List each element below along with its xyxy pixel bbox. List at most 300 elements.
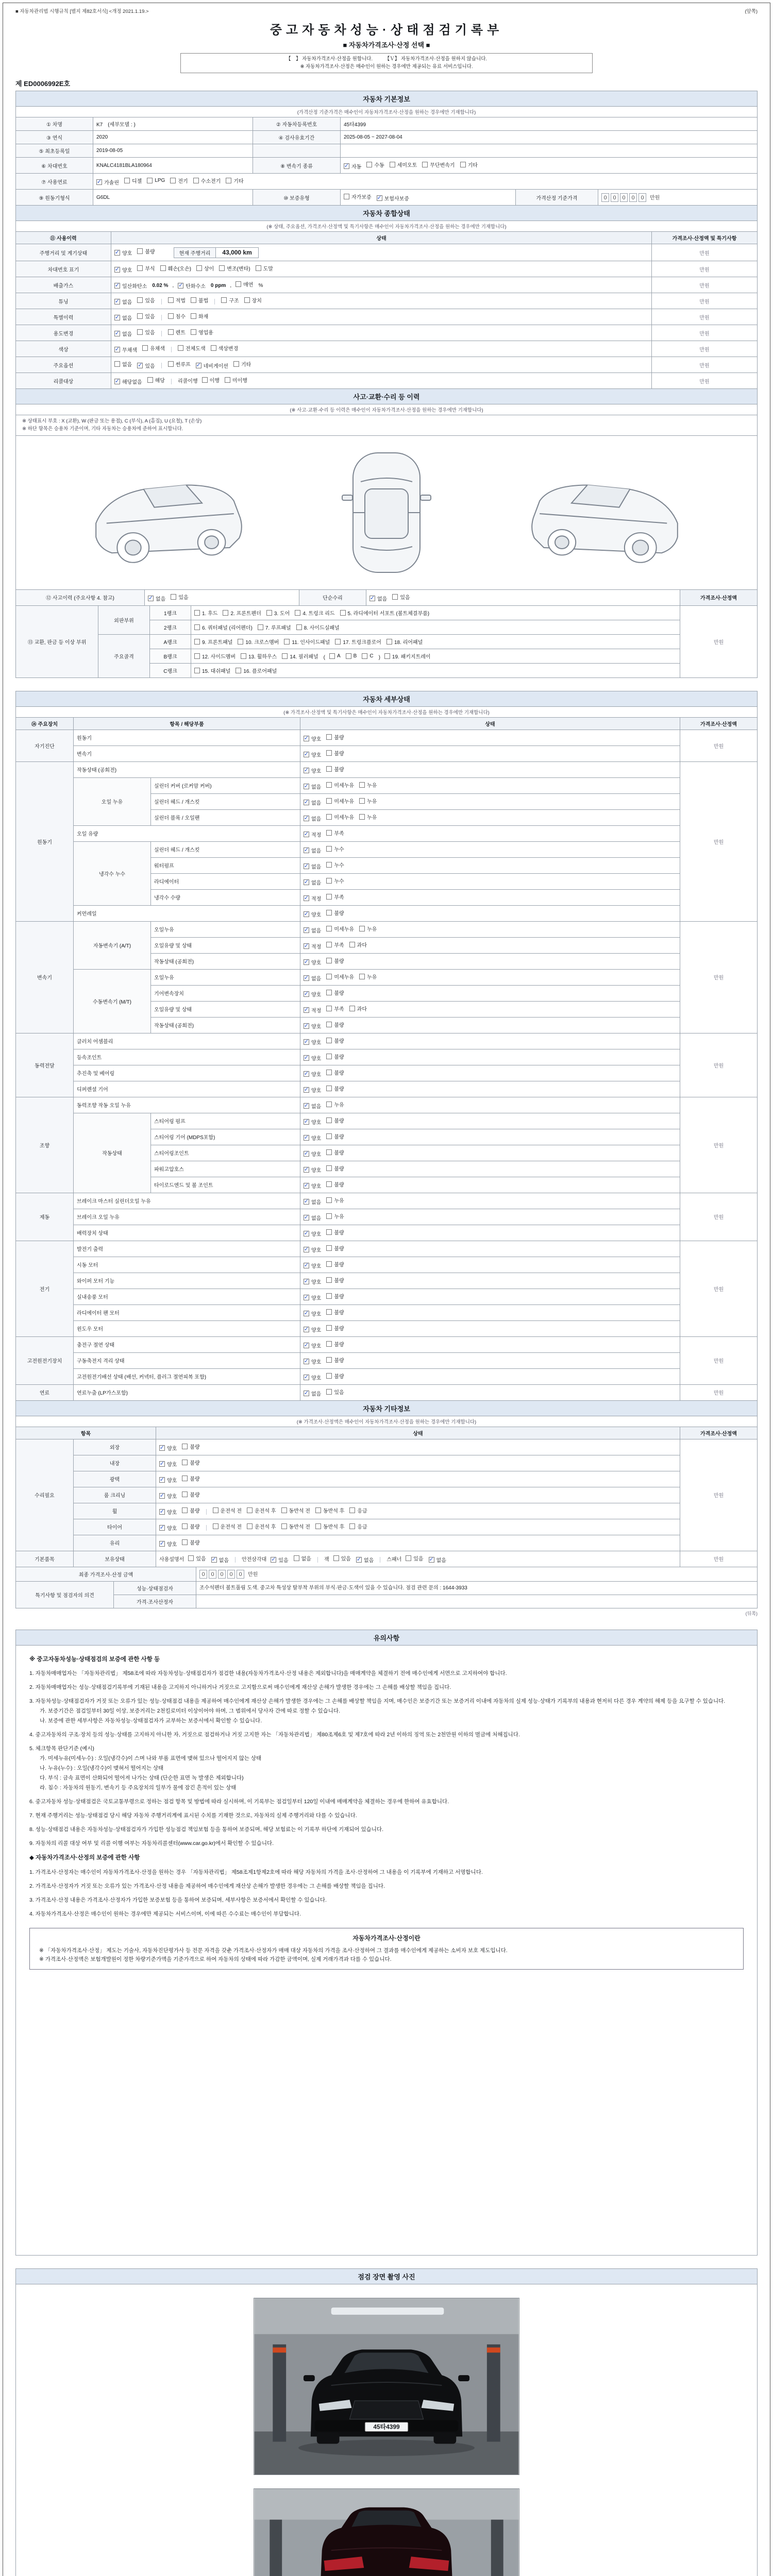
checkbox-label: 미세누유 <box>334 926 354 933</box>
checkbox-option[interactable] <box>171 593 188 601</box>
checkbox-icon <box>335 639 341 645</box>
checkbox-option[interactable] <box>196 264 214 272</box>
detail-row <box>16 1209 758 1225</box>
checkbox-option[interactable] <box>429 1556 446 1564</box>
checkbox-option[interactable] <box>326 1180 344 1188</box>
checkbox-option[interactable] <box>295 609 334 617</box>
checkbox-option[interactable] <box>182 1475 199 1482</box>
field-label: ③ 연식 <box>16 131 93 144</box>
price-cell: 만원 <box>680 1097 758 1193</box>
detail-row <box>16 1289 758 1304</box>
notice-item: 3. 가격조사·산정 내용은 가격조사·산정자가 가입한 보증보험 등을 통하여 보증되며, 세부사항은 보증서에서 확인할 수 있습니다. <box>29 1896 327 1903</box>
checkbox-option[interactable] <box>304 783 321 790</box>
checkbox-label: 양호 <box>311 1263 322 1269</box>
checkbox-option[interactable] <box>194 609 217 617</box>
checkbox-option[interactable] <box>114 346 137 353</box>
checkbox-option[interactable] <box>344 162 361 170</box>
checkbox-option[interactable] <box>326 1084 344 1092</box>
checkbox-option[interactable] <box>96 178 119 186</box>
checkbox-option[interactable] <box>304 1150 321 1158</box>
checkbox-option[interactable] <box>304 942 321 950</box>
checkbox-label: 해당 <box>155 378 165 384</box>
item-cell: 타이어 <box>74 1519 156 1535</box>
checkbox-option[interactable] <box>114 360 132 368</box>
choice-options[interactable]: 【 】 자동차가격조사·산정을 원합니다. 【Ｖ】 자동차가격조사·산정을 원하지 않습니다. <box>285 56 488 62</box>
checkbox-option[interactable] <box>326 1260 344 1268</box>
checkbox-option[interactable] <box>304 1038 321 1046</box>
checkbox-option[interactable] <box>359 813 377 821</box>
checkbox-option[interactable] <box>170 177 188 184</box>
checkbox-option[interactable] <box>356 1556 374 1564</box>
checkbox-option[interactable] <box>384 652 431 660</box>
checkbox-option[interactable] <box>326 1069 344 1076</box>
checkbox-option[interactable] <box>304 926 321 934</box>
checkbox-option[interactable] <box>326 1132 344 1140</box>
checkbox-option[interactable] <box>168 360 191 368</box>
checkbox-icon <box>182 1539 188 1545</box>
mirror-left <box>342 495 352 500</box>
checkbox-option[interactable] <box>304 1070 321 1078</box>
checkbox-option[interactable] <box>160 264 191 272</box>
checkbox-option[interactable] <box>147 178 165 183</box>
checkbox-option[interactable] <box>386 638 423 646</box>
checkbox-option[interactable] <box>221 296 239 304</box>
checkbox-option[interactable] <box>159 1540 177 1548</box>
checkbox-option[interactable] <box>304 1342 321 1349</box>
checkbox-option[interactable] <box>194 667 230 674</box>
checkbox-option[interactable] <box>326 1196 344 1204</box>
checkbox-option[interactable] <box>191 296 208 304</box>
checkbox-option[interactable] <box>238 638 279 646</box>
checkbox-option[interactable] <box>326 1244 344 1252</box>
checkbox-option[interactable] <box>304 1102 321 1110</box>
checkbox-option[interactable] <box>182 1443 199 1450</box>
checkbox-option[interactable] <box>182 1506 199 1514</box>
checkbox-option[interactable] <box>193 177 221 184</box>
checkbox-label: 없음 <box>122 300 132 306</box>
checkbox-option[interactable] <box>304 1214 321 1222</box>
checkbox-option[interactable] <box>168 328 186 336</box>
checkbox-option[interactable] <box>326 813 354 821</box>
checkbox-option[interactable] <box>304 799 321 806</box>
checkbox-option[interactable] <box>202 376 220 384</box>
checkbox-option[interactable] <box>114 378 142 385</box>
checkbox-option[interactable] <box>349 941 367 948</box>
checkbox-option[interactable] <box>326 925 354 933</box>
checkbox-icon <box>194 653 200 659</box>
checkbox-option[interactable] <box>326 877 344 885</box>
checkbox-label: 화재 <box>198 314 209 320</box>
checkbox-option[interactable] <box>114 298 132 306</box>
parts-group-label: 외판부위 <box>98 605 150 634</box>
checkbox-label: 과다 <box>357 942 367 948</box>
checkbox-option[interactable] <box>326 1388 344 1396</box>
checkbox-option[interactable] <box>256 264 273 272</box>
checkbox-option[interactable] <box>148 595 165 602</box>
checkbox-option[interactable] <box>304 1310 321 1317</box>
checkbox-option[interactable] <box>247 1506 276 1514</box>
checkbox-option[interactable] <box>304 767 321 774</box>
checkbox-option[interactable] <box>114 266 132 274</box>
checkbox-option[interactable] <box>211 344 239 352</box>
checkbox-option[interactable] <box>304 735 321 742</box>
opinion-label: 특기사항 및 점검자의 의견 <box>16 1581 114 1608</box>
checkbox-option[interactable] <box>266 609 290 617</box>
digit-box: 0 <box>620 193 628 202</box>
checkbox-option[interactable] <box>390 161 417 168</box>
checkbox-option[interactable] <box>226 177 243 184</box>
checkbox-label: 있음 <box>278 1557 289 1564</box>
checkbox-option[interactable] <box>137 328 155 336</box>
checkbox-icon: ✓ <box>304 751 309 757</box>
checkbox-label: 불량 <box>334 1310 344 1316</box>
checkbox-option[interactable] <box>359 781 377 789</box>
checkbox-option[interactable] <box>315 1506 344 1514</box>
checkbox-option[interactable] <box>326 1356 344 1364</box>
checkbox-label: 누수 <box>334 862 344 869</box>
checkbox-option[interactable] <box>247 1522 276 1530</box>
checkbox-option[interactable] <box>241 652 277 660</box>
checkbox-label: 14. 필러패널 <box>290 654 318 660</box>
checkbox-option[interactable] <box>178 282 206 290</box>
checkbox-label: 양호 <box>311 1120 322 1126</box>
checkbox-icon: ✓ <box>304 1118 309 1125</box>
first-registration-value: 2019-08-05 <box>93 144 253 158</box>
checkbox-label: 보험사보증 <box>384 196 409 202</box>
checkbox-option[interactable] <box>326 1340 344 1348</box>
checkbox-option[interactable] <box>281 1522 310 1530</box>
checkbox-option[interactable] <box>359 973 377 980</box>
checkbox-option[interactable] <box>326 1324 344 1332</box>
checkbox-option[interactable] <box>326 941 344 948</box>
checkbox-option[interactable] <box>349 1506 367 1514</box>
checkbox-option[interactable] <box>326 829 344 837</box>
checkbox-option[interactable] <box>182 1490 199 1498</box>
checkbox-option[interactable] <box>147 376 165 384</box>
checkbox-option[interactable] <box>159 1460 177 1468</box>
checkbox-label: 렌트 <box>175 330 186 336</box>
checkbox-option[interactable] <box>281 1506 310 1514</box>
inspection-photo-front <box>254 2298 519 2475</box>
checkbox-icon <box>326 1245 332 1251</box>
checkbox-icon <box>359 974 365 979</box>
checkbox-option[interactable] <box>326 1005 344 1012</box>
checkbox-option[interactable] <box>211 1556 229 1564</box>
checkbox-icon <box>392 594 398 600</box>
checkbox-label: 부식 <box>145 266 155 273</box>
checkbox-option[interactable] <box>244 296 262 304</box>
checkbox-option[interactable] <box>326 1116 344 1124</box>
checkbox-icon: ✓ <box>304 735 309 741</box>
state-cell <box>300 1273 680 1289</box>
checkbox-option[interactable] <box>326 861 344 869</box>
checkbox-option[interactable] <box>137 296 155 304</box>
checkbox-icon <box>384 653 390 659</box>
parts-items-cell <box>191 634 680 649</box>
checkbox-icon: ✓ <box>304 910 309 917</box>
checkbox-option[interactable] <box>326 1372 344 1380</box>
checkbox-option[interactable] <box>304 1358 321 1365</box>
checkbox-option[interactable] <box>271 1556 288 1564</box>
checkbox-option[interactable] <box>182 1459 199 1466</box>
checkbox-option[interactable] <box>304 1246 321 1253</box>
checkbox-option[interactable] <box>326 1053 344 1060</box>
checkbox-option[interactable] <box>304 974 321 982</box>
checkbox-option[interactable] <box>326 1164 344 1172</box>
checkbox-option[interactable] <box>304 1374 321 1381</box>
checkbox-option[interactable] <box>124 177 142 184</box>
checkbox-label: 있음 <box>145 330 155 336</box>
parts-items-cell <box>191 649 680 663</box>
checkbox-label: 12. 사이드멤버 <box>202 654 236 660</box>
detail-row <box>16 1049 758 1065</box>
checkbox-option[interactable] <box>406 1554 423 1562</box>
lift-post-left <box>270 2519 282 2576</box>
checkbox-option[interactable] <box>326 1212 344 1220</box>
detail-note: (※ 가격조사·산정액 및 특기사항은 매수인이 자동차가격조사·산정을 원하는 경우에만 기재합니다) <box>15 706 758 718</box>
usage-label: 배출가스 <box>16 277 111 293</box>
price-cell: 만원 <box>680 1193 758 1241</box>
checkbox-option[interactable] <box>304 1118 321 1126</box>
checkbox-option[interactable] <box>304 1054 321 1062</box>
checkbox-option[interactable] <box>304 846 321 854</box>
detail-row <box>16 1304 758 1320</box>
checkbox-icon <box>326 926 332 931</box>
checkbox-option[interactable] <box>326 845 344 853</box>
checkbox-option[interactable] <box>304 1278 321 1285</box>
checkbox-option[interactable] <box>304 1166 321 1174</box>
checkbox-label: 양호 <box>311 1072 322 1078</box>
checkbox-option[interactable] <box>349 1005 367 1012</box>
divider <box>161 363 162 368</box>
checkbox-option[interactable] <box>194 623 253 631</box>
checkbox-option[interactable] <box>329 653 341 659</box>
checkbox-icon <box>137 329 143 335</box>
checkbox-icon <box>326 734 332 740</box>
device-cell: 조향 <box>16 1097 74 1193</box>
checkbox-option[interactable] <box>114 314 132 321</box>
checkbox-option[interactable] <box>159 1492 177 1500</box>
checkbox-icon: ✓ <box>114 298 120 305</box>
checkbox-option[interactable] <box>304 815 321 822</box>
checkbox-icon <box>137 313 143 319</box>
checkbox-option[interactable] <box>366 161 384 168</box>
checkbox-option[interactable] <box>304 831 321 838</box>
checkbox-option[interactable] <box>137 247 155 255</box>
checkbox-option[interactable] <box>137 312 155 320</box>
checkbox-option[interactable] <box>159 1524 177 1532</box>
checkbox-label: 없음 <box>311 928 322 934</box>
checkbox-option[interactable] <box>304 1262 321 1269</box>
checkbox-option[interactable] <box>326 1100 344 1108</box>
checkbox-option[interactable] <box>114 282 147 290</box>
checkbox-option[interactable] <box>346 653 357 659</box>
checkbox-label: A <box>337 653 341 659</box>
checkbox-option[interactable] <box>194 638 232 646</box>
checkbox-option[interactable] <box>219 264 250 272</box>
checkbox-option[interactable] <box>168 312 186 320</box>
checkbox-option[interactable] <box>142 344 165 352</box>
checkbox-option[interactable] <box>326 893 344 901</box>
checkbox-option[interactable] <box>326 765 344 773</box>
checkbox-option[interactable] <box>304 1182 321 1190</box>
state-code-line2: ※ 하단 항목은 승용차 기준이며, 기타 자동차는 승용차에 준하여 표시합니다. <box>22 426 183 432</box>
checkbox-option[interactable] <box>304 878 321 886</box>
checkbox-option[interactable] <box>326 733 344 741</box>
checkbox-label: 양호 <box>311 752 322 758</box>
checkbox-option[interactable] <box>335 638 381 646</box>
checkbox-option[interactable] <box>304 910 321 918</box>
checkbox-option[interactable] <box>304 1134 321 1142</box>
checkbox-option[interactable] <box>159 1444 177 1452</box>
checkbox-option[interactable] <box>304 1198 321 1206</box>
checkbox-option[interactable] <box>304 1326 321 1333</box>
checkbox-option[interactable] <box>460 161 478 168</box>
checkbox-option[interactable] <box>304 1006 321 1014</box>
checkbox-option[interactable] <box>296 623 340 631</box>
checkbox-label: 양호 <box>167 1446 177 1452</box>
checkbox-icon <box>244 297 250 303</box>
state-cell <box>300 825 680 841</box>
checkbox-option[interactable] <box>304 958 321 966</box>
checkbox-option[interactable] <box>326 957 344 964</box>
checkbox-option[interactable] <box>284 638 330 646</box>
checkbox-option[interactable] <box>159 1508 177 1516</box>
checkbox-option[interactable] <box>304 1086 321 1094</box>
inline-text: ) <box>378 654 380 660</box>
engine-code-value: G6DL <box>93 190 253 206</box>
checkbox-option[interactable] <box>282 652 318 660</box>
checkbox-option[interactable] <box>159 1476 177 1484</box>
item-cell: 스티어링조인트 <box>151 1145 300 1161</box>
checkbox-option[interactable] <box>137 264 155 272</box>
checkbox-option[interactable] <box>294 1554 311 1562</box>
checkbox-option[interactable] <box>223 609 261 617</box>
checkbox-option[interactable] <box>359 797 377 805</box>
checkbox-option[interactable] <box>333 1554 351 1562</box>
checkbox-option[interactable] <box>377 194 409 202</box>
checkbox-option[interactable] <box>191 328 213 336</box>
checkbox-option[interactable] <box>315 1522 344 1530</box>
checkbox-option[interactable] <box>326 1037 344 1044</box>
checkbox-option[interactable] <box>362 653 373 659</box>
checkbox-option[interactable] <box>392 593 410 601</box>
checkbox-option[interactable] <box>194 652 236 660</box>
checkbox-option[interactable] <box>304 894 321 902</box>
state-cell <box>111 293 652 309</box>
checkbox-option[interactable] <box>188 1554 206 1562</box>
checkbox-option[interactable] <box>225 376 247 384</box>
checkbox-option[interactable] <box>182 1522 199 1530</box>
checkbox-option[interactable] <box>304 862 321 870</box>
checkbox-option[interactable] <box>422 161 455 168</box>
checkbox-option[interactable] <box>196 362 228 369</box>
checkbox-icon: ✓ <box>114 249 120 256</box>
checkbox-icon <box>326 1149 332 1155</box>
checkbox-option[interactable] <box>114 330 132 337</box>
checkbox-option[interactable] <box>236 667 277 674</box>
checkbox-option[interactable] <box>326 797 354 805</box>
price-cell: 만원 <box>680 1551 758 1567</box>
checkbox-label: B <box>353 653 357 659</box>
checkbox-option[interactable] <box>326 1021 344 1028</box>
checkbox-option[interactable] <box>191 312 208 320</box>
checkbox-option[interactable] <box>304 1389 321 1397</box>
checkbox-label: 네비게이션 <box>203 364 228 370</box>
checkbox-option[interactable] <box>304 751 321 758</box>
checkbox-label: 부족 <box>334 1006 344 1012</box>
checkbox-option[interactable] <box>114 249 132 257</box>
checkbox-label: 8. 사이드실패널 <box>304 625 340 631</box>
checkbox-option[interactable] <box>236 280 253 288</box>
price-cell: 만원 <box>652 357 758 373</box>
rear-window <box>351 2510 421 2527</box>
checkbox-icon <box>213 1507 219 1513</box>
checkbox-icon <box>326 1357 332 1363</box>
checkbox-option[interactable] <box>304 1294 321 1301</box>
overall-note: (※ 상태, 주요옵션, 가격조사·산정액 및 특기사항은 매수인이 자동차가격조사·산정을 원하는 경우에만 기재합니다) <box>15 221 758 232</box>
checkbox-label: 양호 <box>311 1231 322 1238</box>
checkbox-option[interactable] <box>359 925 377 933</box>
detail-row <box>16 825 758 841</box>
state-cell <box>300 857 680 873</box>
checkbox-option[interactable] <box>213 1506 242 1514</box>
checkbox-option[interactable] <box>213 1522 242 1530</box>
checkbox-label: 16. 플로어패널 <box>243 668 277 674</box>
checkbox-option[interactable] <box>326 1228 344 1236</box>
checkbox-label: 누수 <box>334 846 344 853</box>
checkbox-option[interactable] <box>137 362 155 369</box>
checkbox-option[interactable] <box>326 1292 344 1300</box>
checkbox-option[interactable] <box>344 193 372 200</box>
checkbox-option[interactable] <box>340 609 430 617</box>
checkbox-icon: ✓ <box>304 942 309 949</box>
page-marker: (뒤쪽) <box>745 1611 758 1616</box>
checkbox-option[interactable] <box>349 1522 367 1530</box>
item-cell: 기어변속장치 <box>151 985 300 1001</box>
checkbox-option[interactable] <box>304 990 321 998</box>
checkbox-option[interactable] <box>326 1308 344 1316</box>
checkbox-option[interactable] <box>326 1276 344 1284</box>
checkbox-icon <box>329 653 335 659</box>
checkbox-option[interactable] <box>369 595 387 602</box>
checkbox-option[interactable] <box>326 749 344 757</box>
checkbox-option[interactable] <box>326 989 344 996</box>
state-cell <box>111 309 652 325</box>
checkbox-label: 구조 <box>229 298 239 304</box>
page-subtitle: ■ 자동차가격조사·산정 선택 ■ <box>343 41 430 49</box>
checkbox-option[interactable] <box>168 296 186 304</box>
accident-history-table <box>15 589 758 606</box>
checkbox-option[interactable] <box>258 623 291 631</box>
checkbox-option[interactable] <box>304 1230 321 1238</box>
checkbox-option[interactable] <box>178 344 206 352</box>
state-cell <box>300 1113 680 1129</box>
checkbox-option[interactable] <box>326 1148 344 1156</box>
detail-row <box>16 1273 758 1289</box>
checkbox-option[interactable] <box>182 1538 199 1546</box>
checkbox-option[interactable] <box>304 1022 321 1030</box>
checkbox-option[interactable] <box>326 781 354 789</box>
checkbox-label: 불량 <box>334 1038 344 1044</box>
checkbox-label: 양호 <box>311 912 322 918</box>
checkbox-label: 불법 <box>198 298 209 304</box>
checkbox-label: 있음 <box>400 595 410 601</box>
checkbox-option[interactable] <box>326 909 344 917</box>
checkbox-icon <box>326 1229 332 1235</box>
checkbox-option[interactable] <box>233 360 251 368</box>
checkbox-option[interactable] <box>326 973 354 980</box>
